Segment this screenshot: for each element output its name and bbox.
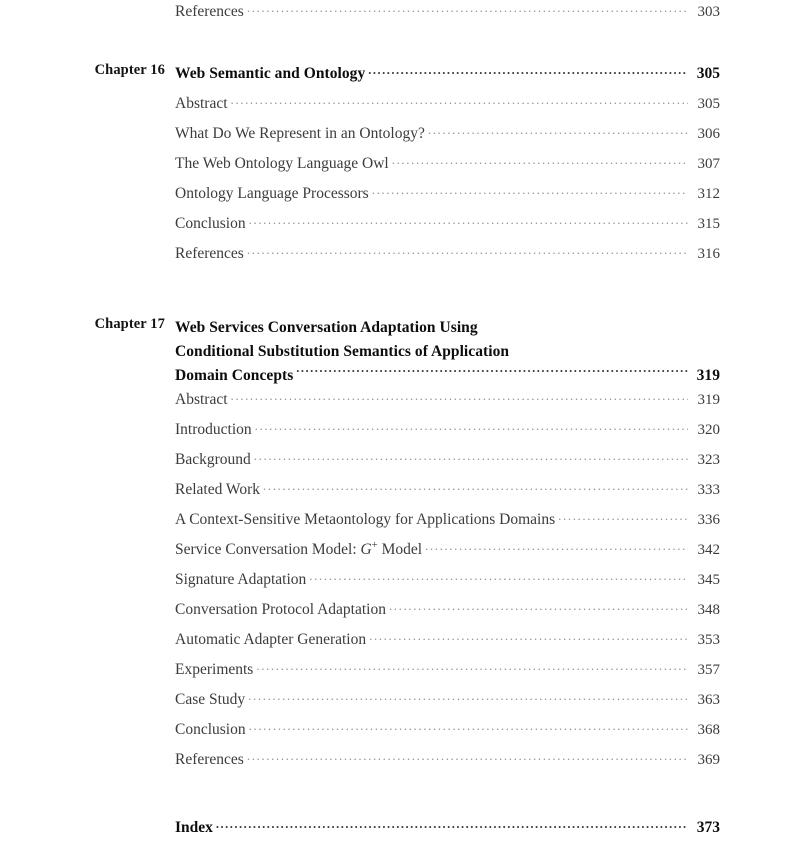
toc-entry-label: References: [175, 245, 244, 262]
dot-leader: [309, 568, 688, 584]
toc-row-index[interactable]: [0, 816, 800, 846]
dot-leader: [249, 212, 688, 228]
toc-entry-page: 348: [697, 602, 720, 618]
toc-entry-page: 368: [697, 722, 720, 738]
dot-leader: [247, 242, 688, 258]
toc-entry-label: Abstract: [175, 391, 228, 408]
toc-entry: [175, 718, 720, 739]
toc-entry: [175, 568, 720, 589]
dot-leader: [392, 152, 688, 168]
toc-entry-label: Conversation Protocol Adaptation: [175, 601, 386, 618]
dot-leader: [369, 628, 688, 644]
toc-row-what-do-we-represent[interactable]: [0, 122, 800, 152]
toc-row-service-conversation-model[interactable]: [0, 538, 800, 568]
dot-leader: [428, 122, 688, 138]
label-suffix: Model: [377, 541, 423, 558]
toc-entry: [175, 152, 720, 173]
toc-entry-label: [175, 541, 425, 559]
toc-row-experiments[interactable]: [0, 658, 800, 688]
toc-entry: [175, 418, 720, 439]
toc-row-context-sensitive-metaontology[interactable]: [0, 508, 800, 538]
index-label: Index: [175, 819, 213, 836]
dot-leader: [368, 62, 688, 78]
dot-leader: [254, 448, 688, 464]
toc-entry-label: What Do We Represent in an Ontology?: [175, 125, 425, 142]
dot-leader: [255, 418, 688, 434]
dot-leader: [231, 388, 688, 404]
toc-row-automatic-adapter-generation[interactable]: [0, 628, 800, 658]
toc-entry: [175, 242, 720, 263]
toc-row-chapter-16[interactable]: [0, 62, 800, 92]
toc-entry-label: Automatic Adapter Generation: [175, 631, 367, 648]
toc-row-references-303[interactable]: [0, 0, 800, 24]
chapter-title-entry: [175, 62, 720, 83]
toc-entry: [175, 598, 720, 619]
toc-entry: [175, 182, 720, 203]
toc-entry: [175, 92, 720, 113]
chapter-number-label: Chapter 17: [94, 316, 165, 332]
toc-row-background[interactable]: [0, 448, 800, 478]
dot-leader: [247, 748, 688, 764]
toc-entry-label: A Context-Sensitive Metaontology for Applications Domains: [175, 511, 556, 528]
section-spacer: [0, 778, 800, 816]
chapter-title-line-3: [175, 364, 720, 388]
toc-entry-page: 353: [697, 632, 720, 648]
dot-leader: [263, 478, 688, 494]
toc-entry-page: 305: [697, 96, 720, 112]
dot-leader: [372, 182, 688, 198]
toc-entry: [175, 212, 720, 233]
toc-row-references[interactable]: [0, 242, 800, 272]
dot-leader: [216, 816, 688, 832]
toc-entry-label: Abstract: [175, 95, 228, 112]
toc-entry-label: Ontology Language Processors: [175, 185, 369, 202]
dot-leader: [425, 538, 688, 554]
toc-row-conclusion[interactable]: [0, 718, 800, 748]
toc-entry-label: The Web Ontology Language Owl: [175, 155, 389, 172]
label-superscript: +: [371, 539, 378, 551]
toc-entry: [175, 538, 720, 559]
toc-entry-label: Introduction: [175, 421, 252, 438]
toc-entry: [175, 0, 720, 21]
chapter-title-last-line: Domain Concepts: [175, 367, 294, 384]
toc-entry: [175, 688, 720, 709]
dot-leader: [248, 688, 688, 704]
toc-entry: [175, 448, 720, 469]
toc-entry-page: 303: [697, 4, 720, 20]
chapter-title-line-2: Conditional Substitution Semantics of Application: [175, 343, 510, 360]
toc-entry-page: 306: [697, 126, 720, 142]
toc-entry-label: Conclusion: [175, 215, 246, 232]
dot-leader: [247, 0, 688, 16]
toc-entry-label: Conclusion: [175, 721, 246, 738]
chapter-title: Web Semantic and Ontology: [175, 65, 366, 82]
toc-entry-page: 369: [697, 752, 720, 768]
toc-entry-page: 357: [697, 662, 720, 678]
toc-entry: [175, 122, 720, 143]
chapter-title-line-1: Web Services Conversation Adaptation Using: [175, 319, 478, 336]
toc-row-case-study[interactable]: [0, 688, 800, 718]
section-spacer: [0, 272, 800, 316]
dot-leader: [558, 508, 688, 524]
toc-entry: [175, 658, 720, 679]
toc-entry: [175, 388, 720, 409]
toc-entry-page: 315: [697, 216, 720, 232]
section-spacer: [0, 24, 800, 62]
dot-leader: [296, 365, 688, 381]
toc-entry-page: 345: [697, 572, 720, 588]
toc-entry: [175, 478, 720, 499]
label-italic-symbol: G: [360, 541, 372, 558]
dot-leader: [231, 92, 688, 108]
index-page: 373: [696, 819, 720, 836]
toc-entry-page: 333: [697, 482, 720, 498]
toc-row-references[interactable]: [0, 748, 800, 778]
chapter-title-block: [175, 316, 720, 388]
dot-leader: [249, 718, 688, 734]
index-entry: [175, 816, 720, 837]
chapter-page: 319: [696, 367, 720, 384]
toc-entry-label: Case Study: [175, 691, 246, 708]
toc-entry-label: Experiments: [175, 661, 254, 678]
toc-row-introduction[interactable]: [0, 418, 800, 448]
toc-entry: [175, 508, 720, 529]
toc-row-ontology-language-processors[interactable]: [0, 182, 800, 212]
toc-entry-label: Background: [175, 451, 251, 468]
dot-leader: [256, 658, 688, 674]
toc-entry: [175, 628, 720, 649]
chapter-page: 305: [696, 65, 720, 82]
toc-row-conversation-protocol-adaptation[interactable]: [0, 598, 800, 628]
toc-entry-page: 320: [697, 422, 720, 438]
toc-entry-page: 342: [697, 542, 720, 558]
toc-row-related-work[interactable]: [0, 478, 800, 508]
toc-entry-page: 336: [697, 512, 720, 528]
toc-entry-label: Related Work: [175, 481, 260, 498]
toc-row-abstract[interactable]: [0, 92, 800, 122]
toc-row-chapter-17[interactable]: [0, 316, 800, 388]
toc-row-conclusion[interactable]: [0, 212, 800, 242]
toc-entry-label: References: [175, 3, 244, 20]
toc-row-signature-adaptation[interactable]: [0, 568, 800, 598]
toc-entry-page: 319: [697, 392, 720, 408]
toc-entry-page: 323: [697, 452, 720, 468]
toc-entry-label: References: [175, 751, 244, 768]
toc-entry-page: 312: [697, 186, 720, 202]
toc-entry-page: 316: [697, 246, 720, 262]
label-prefix: Service Conversation Model:: [175, 541, 361, 558]
chapter-number-label: Chapter 16: [94, 62, 165, 78]
toc-entry-page: 363: [697, 692, 720, 708]
dot-leader: [389, 598, 688, 614]
toc-entry: [175, 748, 720, 769]
toc-entry-label: Signature Adaptation: [175, 571, 307, 588]
toc-entry-page: 307: [697, 156, 720, 172]
toc-row-web-ontology-language-owl[interactable]: [0, 152, 800, 182]
toc-row-abstract[interactable]: [0, 388, 800, 418]
